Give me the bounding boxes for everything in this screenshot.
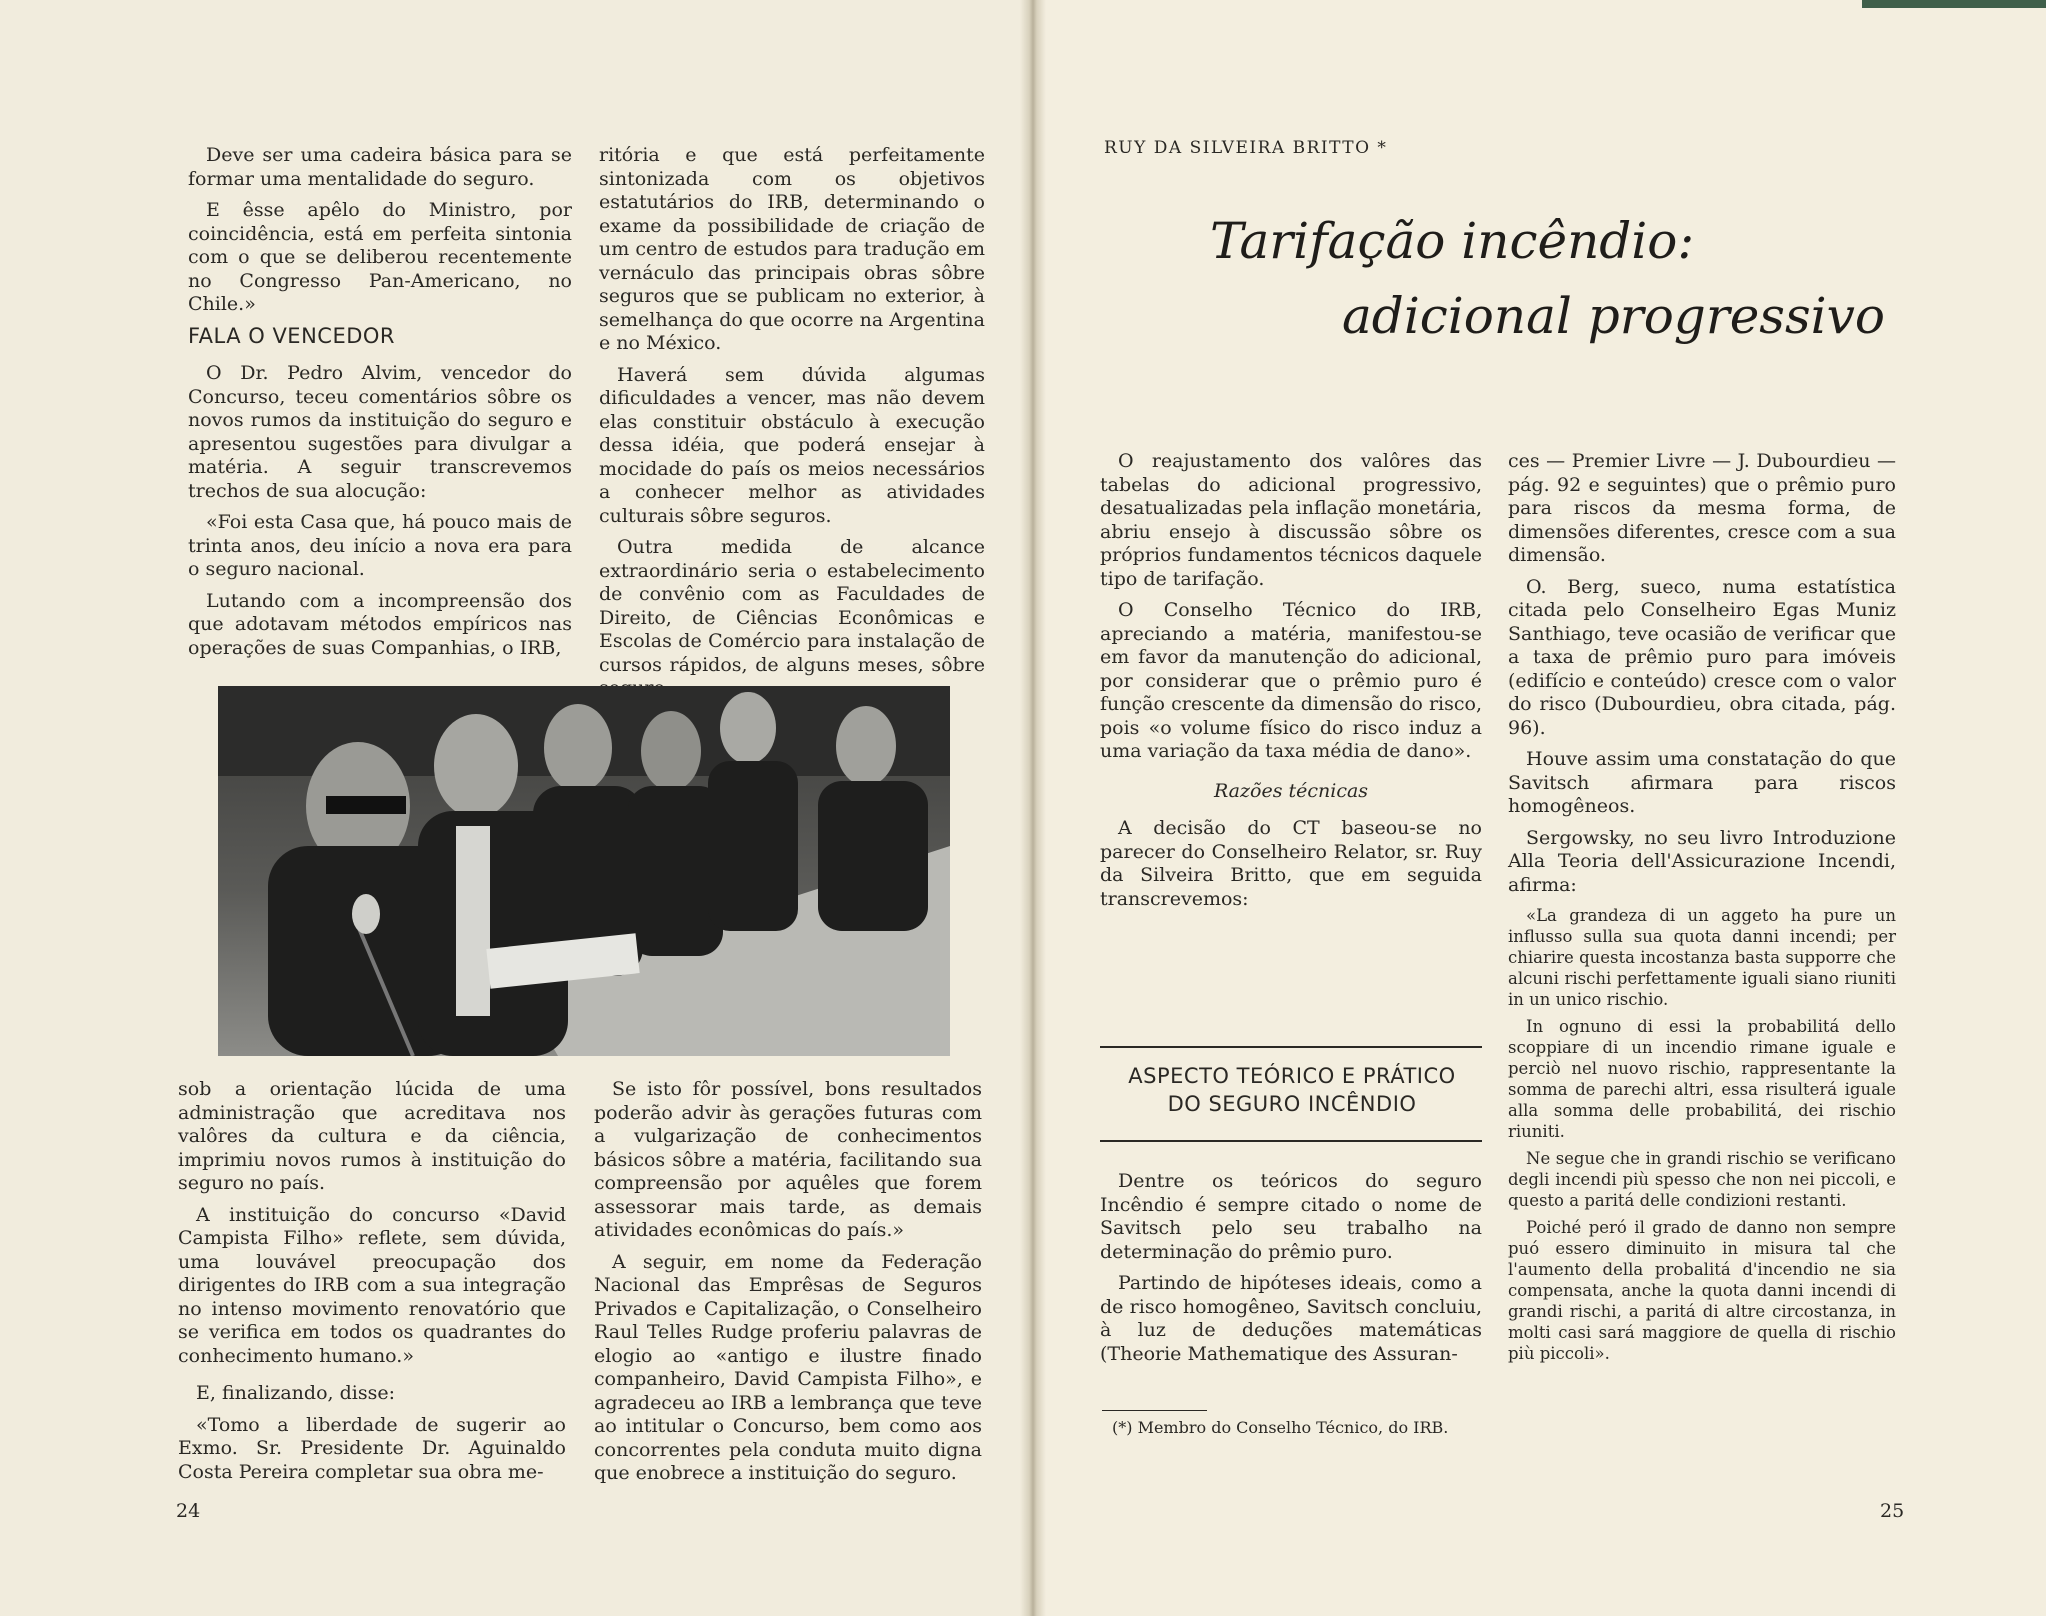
italian-quote xyxy=(1508,905,1896,1364)
paragraph: O Conselho Técnico do IRB, apreciando a matéria, manifestou-se em favor da manutenção do adicional, por considerar que o prêmio puro é função crescente da dimensão do risco, pois «o volume físico do risco induz a uma variação da taxa média de dano». xyxy=(1100,599,1482,762)
author-byline: RUY DA SILVEIRA BRITTO * xyxy=(1104,138,1388,158)
paragraph: Partindo de hipóteses ideais, como a de risco homogêneo, Savitsch concluiu, à luz de deduções matemáticas (Theorie Mathematique des Assuran- xyxy=(1100,1272,1482,1365)
right-column-1 xyxy=(1100,450,1482,919)
box-top-rule xyxy=(1100,1046,1482,1048)
box-heading-line-1: ASPECTO TEÓRICO E PRÁTICO xyxy=(1128,1064,1456,1088)
paragraph: Sergowsky, no seu livro Introduzione Alla Teoria dell'Assicurazione Incendi, afirma: xyxy=(1508,826,1896,896)
paragraph: Deve ser uma cadeira básica para se formar uma mentalidade do seguro. xyxy=(188,144,572,190)
paragraph: Haverá sem dúvida algumas dificuldades a vencer, mas não devem elas constituir obstáculo à execução dessa idéia, que poderá ensejar à mocidade do país os meios necessários a conhecer melhor as atividades culturais sôbre seguros. xyxy=(599,363,985,527)
paragraph: «Foi esta Casa que, há pouco mais de trinta anos, deu início a nova era para o seguro nacional. xyxy=(188,511,572,580)
quote-paragraph: Ne segue che in grandi rischio se verificano degli incendi più spesso che non nei piccoli, e questo a paritá delle condizioni restanti. xyxy=(1508,1149,1896,1210)
left-column-4 xyxy=(594,1078,982,1494)
paragraph: A seguir, em nome da Federação Nacional das Emprêsas de Seguros Privados e Capitalização, o Conselheiro Raul Telles Rudge proferiu palavras de elogio ao «antigo e ilustre finado companheiro, David Campista Filho», e agradeceu ao IRB a lembrança que teve ao intitular o Concurso, bem como aos concorrentes pela conduta muito digna que enobrece a instituição do seguro. xyxy=(594,1250,982,1484)
paragraph: A decisão do CT baseou-se no parecer do Conselheiro Relator, sr. Ruy da Silveira Britto, que em seguida transcrevemos: xyxy=(1100,817,1482,910)
page-number-right: 25 xyxy=(1880,1500,1905,1522)
footnote: (*) Membro do Conselho Técnico, do IRB. xyxy=(1112,1418,1449,1437)
paragraph: O. Berg, sueco, numa estatística citada pelo Conselheiro Egas Muniz Santhiago, teve ocasião de verificar que a taxa de prêmio puro para imóveis (edifício e conteúdo) cresce com o valor do risco (Dubourdieu, obra citada, pág. 96). xyxy=(1508,575,1896,739)
right-column-2 xyxy=(1508,450,1896,1370)
article-title-line-2: adicional progressivo xyxy=(1342,287,1885,345)
paragraph: Dentre os teóricos do seguro Incêndio é sempre citado o nome de Savitsch pelo seu trabalho na determinação do prêmio puro. xyxy=(1100,1170,1482,1263)
section-heading: FALA O VENCEDOR xyxy=(188,323,396,348)
paragraph: Outra medida de alcance extraordinário seria o estabelecimento de convênio com as Faculdades de Direito, de Ciências Econômicas e Escolas de Comércio para instalação de cursos rápidos, de alguns meses, sôbre xyxy=(599,536,985,676)
article-title-line-1: Tarifação incêndio: xyxy=(1210,212,1695,270)
quote-paragraph: Poiché peró il grado de danno non sempre puó essero diminuito in misura tal che l'aumento della probalitá d'incendio ne sia compensata, anche la quota danni incendi di grandi rischi, a paritá di altre circostanza, in molti casi sará maggiore de quella di rischio più piccoli». xyxy=(1508,1218,1896,1363)
quote-paragraph: «La grandeza di un aggeto ha pure un influsso sulla sua quota danni incendi; per chiarire questa incostanza basta supporre che alcuni rischi perfettamente iguali siano riuniti in un unico rischio. xyxy=(1508,906,1896,1009)
paragraph: «Tomo a liberdade de sugerir ao Exmo. Sr. Presidente Dr. Aguinaldo Costa Pereira completar sua obra me- xyxy=(178,1413,566,1483)
footnote-rule xyxy=(1102,1410,1207,1411)
left-column-2 xyxy=(599,144,985,709)
book-gutter xyxy=(1020,0,1046,1616)
paragraph: Houve assim uma constatação do que Savitsch afirmara para riscos homogêneos. xyxy=(1508,748,1896,817)
paragraph: O reajustamento dos valôres das tabelas do adicional progressivo, desatualizadas pela inflação monetária, abriu ensejo à discussão sôbre os próprios fundamentos técnicos daquele tipo de tarifação. xyxy=(1100,450,1482,590)
box-heading-line-2: DO SEGURO INCÊNDIO xyxy=(1167,1092,1417,1116)
group-photo xyxy=(218,686,950,1056)
left-column-1 xyxy=(188,144,572,668)
paragraph: ritória e que está perfeitamente sintonizada com os objetivos estatutários do IRB, determinando o exame da possibilidade de criação de um centro de estudos para tradução em vernáculo das principais obras sôbre seguros que se publicam no exterior, à semelhança do que ocorre na Argentina e no México. xyxy=(599,144,985,354)
right-column-1-bottom xyxy=(1100,1170,1482,1374)
box-bottom-rule xyxy=(1100,1140,1482,1142)
section-subheading: Razões técnicas xyxy=(1213,779,1369,802)
paragraph: Se isto fôr possível, bons resultados poderão advir às gerações futuras com a vulgarização de conhecimentos básicos sôbre a matéria, facilitando sua compreensão por aquêles que forem assessorar mais tarde, as demais atividades econômicas do país.» xyxy=(594,1078,982,1241)
page-number-left: 24 xyxy=(176,1500,201,1522)
left-column-3 xyxy=(178,1078,566,1492)
paragraph: sob a orientação lúcida de uma administração que acreditava nos valôres da cultura e da ciência, imprimiu novos rumos à instituição do seguro no país. xyxy=(178,1078,566,1194)
cover-edge xyxy=(1862,0,2046,8)
paragraph: Lutando com a incompreensão dos que adotavam métodos empíricos nas operações de suas Companhias, o IRB, xyxy=(188,589,572,659)
box-heading xyxy=(1100,1062,1484,1118)
paragraph: A instituição do concurso «David Campista Filho» reflete, sem dúvida, uma louvável preocupação dos dirigentes do IRB com a sua integração no intenso movimento renovatório que se verifica em todos os quadrantes do conhecimento humano.» xyxy=(178,1203,566,1367)
paragraph: ces — Premier Livre — J. Dubourdieu — pág. 92 e seguintes) que o prêmio puro para riscos da mesma forma, de dimensões diferentes, cresce com a sua dimensão. xyxy=(1508,450,1896,566)
photo-image xyxy=(218,686,950,1056)
quote-paragraph: In ognuno di essi la probabilitá dello scoppiare di un incendio rimane iguale e perciò nel nuovo rischio, rappresentante la somma de parechi altri, essa risulterá iguale alla somma delle probabilitá, dei rischio riuniti. xyxy=(1508,1017,1896,1141)
paragraph: E êsse apêlo do Ministro, por coincidência, está em perfeita sintonia com o que se deliberou recentemente no Congresso Pan-Americano, no Chile.» xyxy=(188,199,572,315)
paragraph: O Dr. Pedro Alvim, vencedor do Concurso, teceu comentários sôbre os novos rumos da instituição do seguro e apresentou sugestões para divulgar a matéria. A seguir transcrevemos trechos de sua alocução: xyxy=(188,362,572,502)
paragraph: E, finalizando, disse: xyxy=(196,1382,395,1404)
